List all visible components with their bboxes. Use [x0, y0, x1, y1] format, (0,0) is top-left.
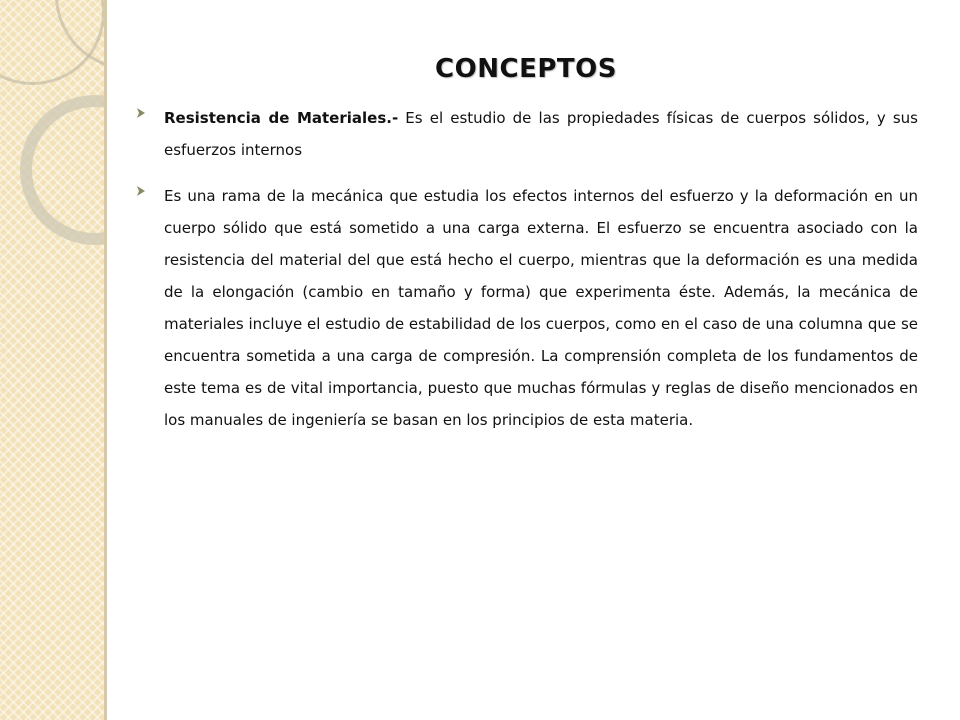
arrow-right-icon: [136, 181, 148, 195]
slide-content: [134, 54, 918, 450]
bullet-item: [134, 180, 918, 436]
slide-title: CONCEPTOS: [435, 54, 617, 84]
arrow-right-icon: [136, 103, 148, 117]
bullet-item: [134, 102, 918, 166]
decorative-ring: [20, 95, 106, 245]
bullet-term: Resistencia de Materiales.-: [164, 109, 399, 127]
bullet-text: [164, 180, 918, 436]
decorative-side-panel: [0, 0, 106, 720]
bullet-body: Es una rama de la mecánica que estudia los efectos internos del esfuerzo y la deformación en un cuerpo sólido que está sometido a una carga externa. El esfuerzo se encuentra asociado con la resistencia del material del que está hecho el cuerpo, mientras que la deformación es una medida de la elongación (cambio en tamaño y forma) que experimenta éste. Además, la mecánica de materiales incluye el estudio de estabilidad de los cuerpos, como en el caso de una columna que se encuentra sometida a una carga de compresión. La comprensión completa de los fundamentos de este tema es de vital importancia, puesto que muchas fórmulas y reglas de diseño mencionados en los manuales de ingeniería se basan en los principios de esta materia.: [164, 187, 918, 429]
bullet-text: [164, 102, 918, 166]
bullet-body: Es el estudio de las propiedades físicas de cuerpos sólidos, y sus esfuerzos internos: [164, 109, 918, 159]
side-panel-border: [104, 0, 107, 720]
